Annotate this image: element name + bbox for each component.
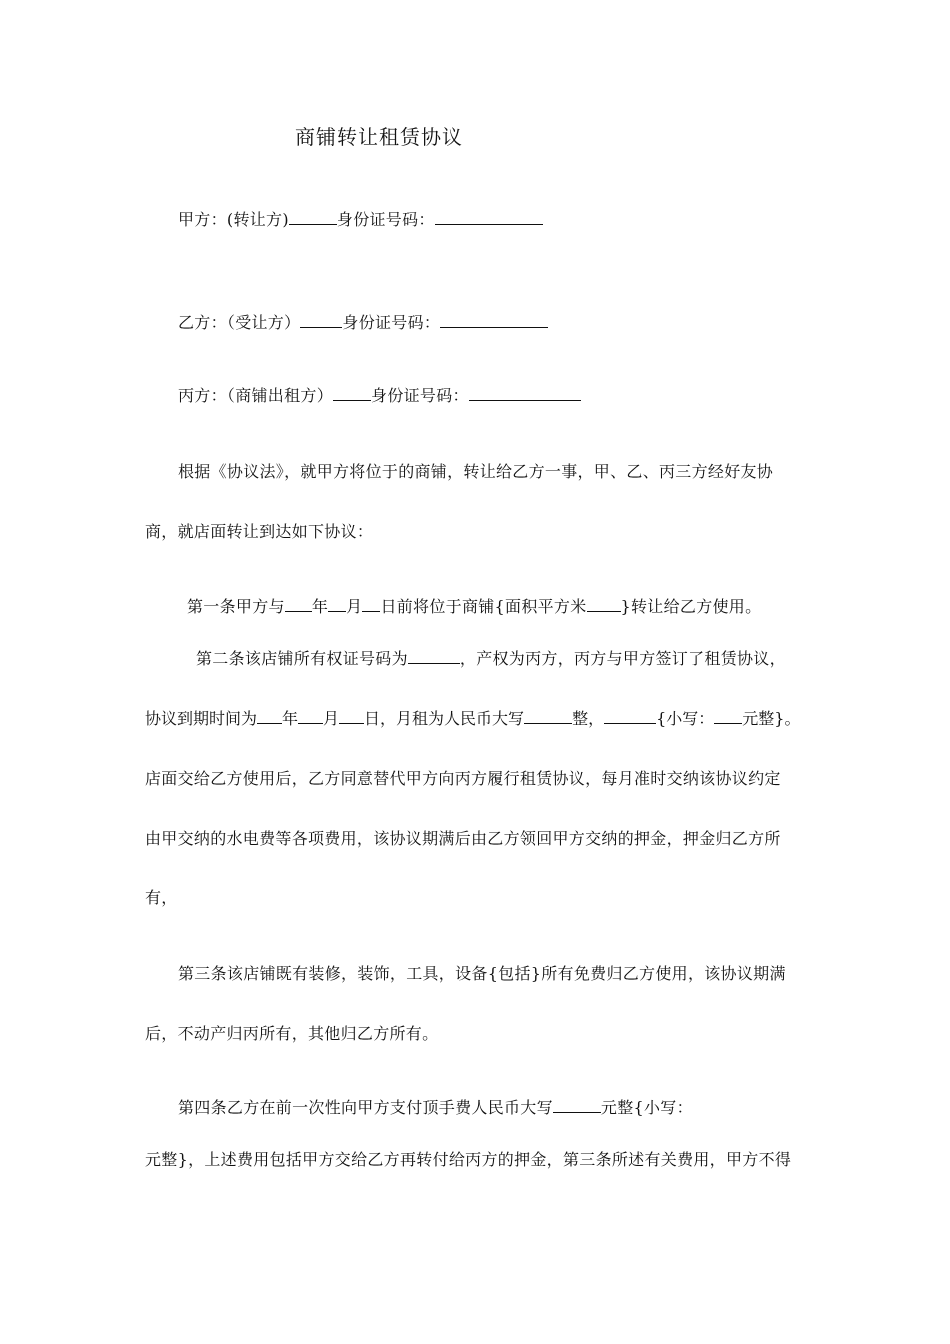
article-2-text: ，产权为丙方，丙方与甲方签订了租赁协议， — [459, 649, 786, 668]
intro-line-1: 根据《协议法》，就甲方将位于的商铺，转让给乙方一事，甲、乙、丙三方经好友协 — [178, 462, 774, 481]
party-b-id-label: 身份证号码： — [342, 313, 441, 332]
article-1-month-blank[interactable] — [328, 597, 346, 612]
article-4-fee-upper-blank[interactable] — [553, 1098, 601, 1113]
article-2-text: 年 — [282, 709, 299, 728]
article-1-text: 第一条甲方与 — [187, 597, 285, 616]
party-a-id-blank[interactable] — [435, 210, 543, 225]
party-b-prefix: 乙方：（受让方） — [178, 313, 301, 332]
intro-line-2: 商，就店面转让到达如下协议： — [145, 522, 374, 541]
article-1 — [187, 597, 761, 617]
article-2-text: 整， — [572, 709, 605, 728]
article-3-line-2: 后，不动产归丙所有，其他归乙方所有。 — [145, 1024, 439, 1043]
article-2-text: 协议到期时间为 — [145, 709, 258, 728]
article-2-text: {小写： — [656, 709, 715, 728]
article-2-line-4: 由甲交纳的水电费等各项费用，该协议期满后由乙方领回甲方交纳的押金，押金归乙方所 — [145, 829, 781, 848]
party-b-name-blank[interactable] — [300, 313, 342, 328]
article-1-area-blank[interactable] — [587, 597, 621, 612]
party-a-id-label: 身份证号码： — [336, 210, 435, 229]
document-title: 商铺转让租赁协议 — [295, 125, 463, 149]
article-2-blank[interactable] — [604, 709, 656, 724]
article-4-text: 第四条乙方在前一次性向甲方支付顶手费人民币大写 — [178, 1098, 553, 1117]
party-b-line — [178, 313, 548, 333]
article-2-text: 月 — [323, 709, 340, 728]
article-1-text: 日前将位于商铺{面积平方米 — [380, 597, 587, 616]
article-2-rent-lower-blank[interactable] — [714, 709, 742, 724]
article-2-rent-upper-blank[interactable] — [524, 709, 572, 724]
article-1-year-blank[interactable] — [285, 597, 312, 612]
article-2-day-blank[interactable] — [339, 709, 364, 724]
party-a-line — [178, 210, 543, 230]
article-1-text: 年 — [311, 597, 329, 616]
party-c-id-label: 身份证号码： — [371, 386, 469, 405]
article-2-year-blank[interactable] — [257, 709, 282, 724]
article-3-line-1: 第三条该店铺既有装修，装饰，工具，设备{包括}所有免费归乙方使用，该协议期满 — [178, 964, 786, 983]
party-b-id-blank[interactable] — [440, 313, 548, 328]
article-2-line-1 — [196, 649, 786, 669]
article-2-text: 元整}。 — [742, 709, 801, 728]
article-4-text: 元整{小写： — [600, 1098, 693, 1117]
party-a-prefix: 甲方：(转让方) — [178, 210, 289, 229]
party-c-id-blank[interactable] — [469, 386, 581, 401]
party-c-name-blank[interactable] — [333, 386, 371, 401]
article-2-line-2 — [145, 709, 800, 729]
article-1-text: }转让给乙方使用。 — [620, 597, 762, 616]
article-2-line-5: 有， — [145, 888, 178, 907]
article-2-cert-blank[interactable] — [408, 649, 460, 664]
article-4-line-2: 元整}，上述费用包括甲方交给乙方再转付给丙方的押金，第三条所述有关费用，甲方不得 — [145, 1150, 792, 1169]
article-2-line-3: 店面交给乙方使用后，乙方同意替代甲方向丙方履行租赁协议，每月准时交纳该协议约定 — [145, 769, 781, 788]
party-c-line — [178, 386, 581, 406]
article-2-text: 日，月租为人民币大写 — [364, 709, 525, 728]
article-2-month-blank[interactable] — [298, 709, 323, 724]
article-2-text: 第二条该店铺所有权证号码为 — [196, 649, 408, 668]
article-1-day-blank[interactable] — [362, 597, 380, 612]
article-1-text: 月 — [346, 597, 363, 616]
article-4-line-1 — [178, 1098, 693, 1118]
party-c-prefix: 丙方：（商铺出租方） — [178, 386, 334, 405]
party-a-name-blank[interactable] — [289, 210, 337, 225]
